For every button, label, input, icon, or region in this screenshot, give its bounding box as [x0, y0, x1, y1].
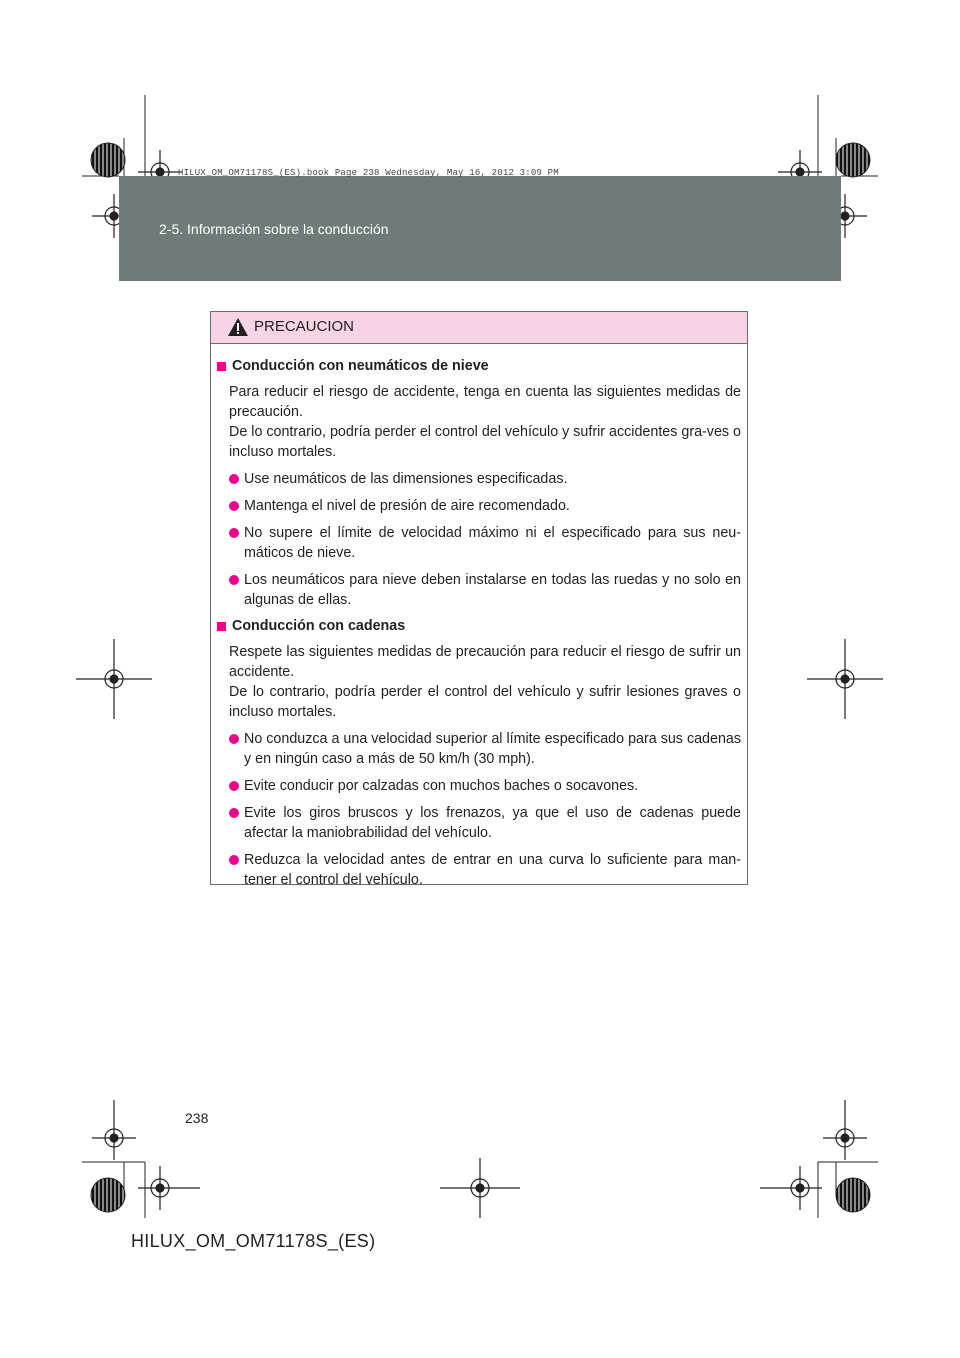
list-item: [229, 729, 741, 769]
list-item-text: Los neumáticos para nieve deben instalarse en todas las ruedas y no solo en algunas de ellas.: [244, 572, 741, 608]
list-item: [229, 803, 741, 843]
bullet-dot-icon: [229, 474, 239, 484]
caution-body: [211, 344, 747, 890]
caution-box: [210, 311, 748, 888]
book-file-stamp: HILUX_OM_OM71178S_(ES).book Page 238 Wednesday, May 16, 2012 3:09 PM: [178, 168, 559, 178]
bullet-dot-icon: [229, 528, 239, 538]
list-item: [229, 496, 741, 516]
list-item-text: Evite conducir por calzadas con muchos baches o socavones.: [244, 778, 639, 794]
section-title: 2-5. Información sobre la conducción: [159, 221, 389, 237]
bullet-dot-icon: [229, 575, 239, 585]
section-header-band: [119, 176, 841, 281]
section-heading-text: Conducción con neumáticos de nieve: [232, 358, 489, 374]
list-item-text: Mantenga el nivel de presión de aire recomendado.: [244, 498, 570, 514]
caution-header: [211, 312, 747, 344]
section-heading-text: Conducción con cadenas: [232, 618, 406, 634]
list-item-text: Use neumáticos de las dimensiones especificadas.: [244, 471, 568, 487]
list-item: [229, 850, 741, 890]
list-item-text: No supere el límite de velocidad máximo ni el especificado para sus neu-máticos de nieve.: [244, 525, 741, 561]
paragraph-line: De lo contrario, podría perder el control del vehículo y sufrir lesiones graves o incluso mortales.: [229, 684, 741, 720]
document-code: HILUX_OM_OM71178S_(ES): [131, 1231, 376, 1251]
list-item-text: No conduzca a una velocidad superior al límite especificado para sus cadenas y en ningún caso a más de 50 km/h (30 mph).: [244, 731, 741, 767]
bullet-dot-icon: [229, 734, 239, 744]
paragraph-line: Respete las siguientes medidas de precaución para reducir el riesgo de sufrir un accidente.: [229, 644, 741, 680]
list-item: [229, 523, 741, 563]
paragraph-line: Para reducir el riesgo de accidente, tenga en cuenta las siguientes medidas de precaución.: [229, 384, 741, 420]
list-item: [229, 776, 741, 796]
list-item-text: Reduzca la velocidad antes de entrar en una curva lo suficiente para man-tener el control del vehículo.: [244, 852, 741, 888]
bullet-dot-icon: [229, 808, 239, 818]
magenta-square-icon: [217, 362, 226, 371]
bullet-dot-icon: [229, 781, 239, 791]
list-item-text: Evite los giros bruscos y los frenazos, ya que el uso de cadenas puede afectar la maniobrabilidad del vehículo.: [244, 805, 741, 841]
bullet-dot-icon: [229, 501, 239, 511]
section-heading-snow-tires: [217, 356, 741, 376]
page-number: 238: [185, 1110, 209, 1126]
section-paragraph: [229, 382, 741, 462]
section-paragraph: [229, 642, 741, 722]
bullet-dot-icon: [229, 855, 239, 865]
warning-triangle-icon: [227, 317, 249, 337]
list-item: [229, 469, 741, 489]
paragraph-line: De lo contrario, podría perder el control del vehículo y sufrir accidentes gra-ves o incluso mortales.: [229, 424, 741, 460]
section-heading-chains: [217, 616, 741, 636]
list-item: [229, 570, 741, 610]
caution-title: PRECAUCION: [254, 318, 355, 335]
magenta-square-icon: [217, 622, 226, 631]
